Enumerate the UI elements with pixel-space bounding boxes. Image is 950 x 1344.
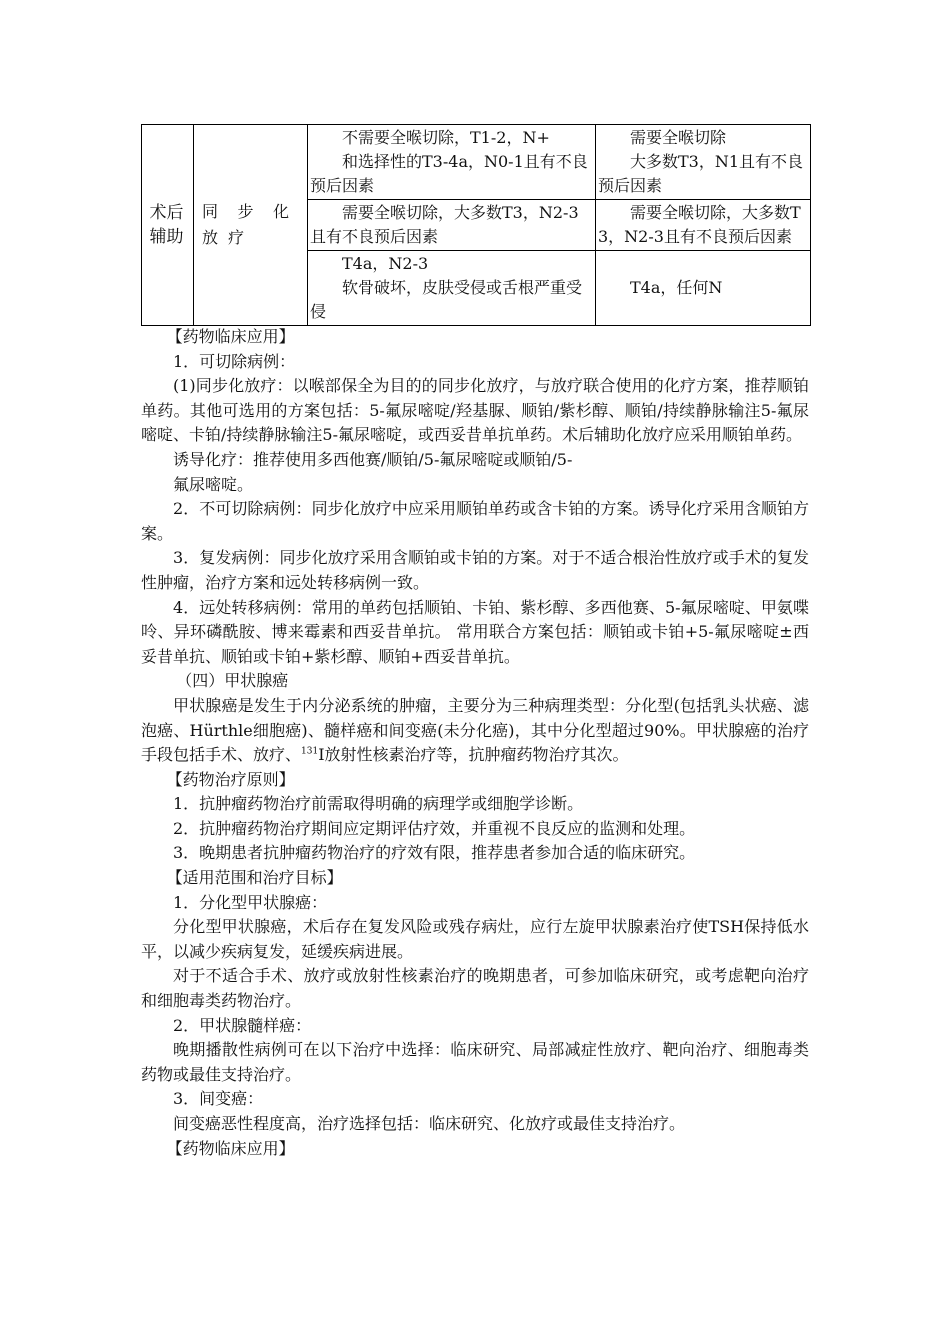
paragraph: 分化型甲状腺癌，术后存在复发风险或残存病灶，应行左旋甲状腺素治疗使TSH保持低水平，以减少疾病复发，延缓疾病进展。: [141, 917, 809, 961]
section-heading: （四）甲状腺癌: [176, 671, 289, 691]
section-heading: 【适用范围和治疗目标】: [166, 868, 343, 888]
cell-text: 需要全喉切除，大多数T3，N2-3且有不良预后因素: [310, 203, 579, 246]
cell-text: 和选择性的T3-4a，N0-1且有不良预后因素: [310, 152, 588, 195]
table-row: [142, 125, 811, 200]
section-heading: 【药物治疗原则】: [166, 769, 295, 789]
cell-text: T4a，任何N: [630, 278, 723, 297]
superscript: 131: [301, 746, 319, 757]
paragraph: 2．不可切除病例：同步化放疗中应采用顺铂单药或含卡铂的方案。诱导化疗采用含顺铂方案。: [141, 499, 809, 543]
paragraph: 4．远处转移病例：常用的单药包括顺铂、卡铂、紫杉醇、多西他赛、5-氟尿嘧啶、甲氨喋呤、异环磷酰胺、博来霉素和西妥昔单抗。 常用联合方案包括：顺铂或卡铂+5-氟尿嘧啶±西妥昔单抗、顺铂或卡铂+紫杉醇、顺铂+西妥昔单抗。: [141, 597, 809, 666]
cell-text: 需要全喉切除，大多数T3，N2-3且有不良预后因素: [598, 203, 801, 246]
cell-text: 软骨破坏，皮肤受侵或舌根严重受侵: [310, 278, 583, 321]
stage-cell: [142, 125, 194, 326]
list-item: 2．甲状腺髓样癌：: [173, 1015, 312, 1035]
list-item: 1．分化型甲状腺癌：: [173, 892, 328, 912]
treatment-cell: [194, 125, 308, 326]
paragraph: 诱导化疗：推荐使用多西他赛/顺铂/5-氟尿嘧啶或顺铂/5-: [173, 449, 573, 469]
section-heading: 【药物临床应用】: [166, 1138, 295, 1158]
table-cell: [308, 200, 596, 251]
section-heading: 【药物临床应用】: [166, 327, 295, 346]
list-item: 3．间变癌：: [173, 1089, 264, 1109]
treatment-table: [141, 124, 811, 326]
stage-label: 术后辅助: [149, 203, 184, 247]
paragraph: (1)同步化放疗：以喉部保全为目的的同步化放疗，与放疗联合使用的化疗方案，推荐顺铂单药。其他可选用的方案包括：5-氟尿嘧啶/羟基脲、顺铂/紫杉醇、顺铂/持续静脉输注5-氟尿嘧啶、卡铂/持续静脉输注5-氟尿嘧啶，或西妥昔单抗单药。术后辅助化放疗应采用顺铂单药。: [141, 376, 809, 445]
cell-text: 需要全喉切除: [630, 128, 727, 147]
list-item: 1．可切除病例：: [173, 351, 296, 371]
cell-text: T4a，N2-3: [342, 254, 429, 273]
table-cell: [596, 125, 811, 200]
cell-text: 不需要全喉切除，T1-2，N+: [342, 128, 550, 147]
paragraph: 氟尿嘧啶。: [173, 474, 254, 494]
paragraph-text: 甲状腺癌是发生于内分泌系统的肿瘤，主要分为三种病理类型：分化型(包括乳头状癌、滤泡癌、Hürthle细胞癌)、髓样癌和间变癌(未分化癌)，其中分化型超过90%。甲状腺癌的治疗手段包括手术、放疗、: [141, 695, 809, 765]
cell-text: 大多数T3，N1且有不良预后因素: [598, 152, 804, 195]
paragraph: 3．复发病例：同步化放疗采用含顺铂或卡铂的方案。对于不适合根治性放疗或手术的复发性肿瘤，治疗方案和远处转移病例一致。: [141, 548, 809, 592]
paragraph: [141, 694, 809, 768]
list-item: 3．晚期患者抗肿瘤药物治疗的疗效有限，推荐患者参加合适的临床研究。: [173, 843, 696, 863]
table-cell: [596, 200, 811, 251]
paragraph: 间变癌恶性程度高，治疗选择包括：临床研究、化放疗或最佳支持治疗。: [173, 1114, 686, 1133]
paragraph-text: I放射性核素治疗等，抗肿瘤药物治疗其次。: [318, 745, 629, 765]
paragraph: 晚期播散性病例可在以下治疗中选择：临床研究、局部减症性放疗、靶向治疗、细胞毒类药物或最佳支持治疗。: [141, 1040, 809, 1084]
paragraph: 对于不适合手术、放疗或放射性核素治疗的晚期患者，可参加临床研究，或考虑靶向治疗和细胞毒类药物治疗。: [141, 966, 809, 1011]
list-item: 2．抗肿瘤药物治疗期间应定期评估疗效，并重视不良反应的监测和处理。: [173, 818, 696, 838]
list-item: 1．抗肿瘤药物治疗前需取得明确的病理学或细胞学诊断。: [173, 794, 584, 814]
table-cell: [308, 125, 596, 200]
treatment-label: 同步化放疗: [202, 202, 299, 247]
table-cell: [596, 251, 811, 326]
table-cell: [308, 251, 596, 326]
document-body: [141, 325, 809, 1161]
